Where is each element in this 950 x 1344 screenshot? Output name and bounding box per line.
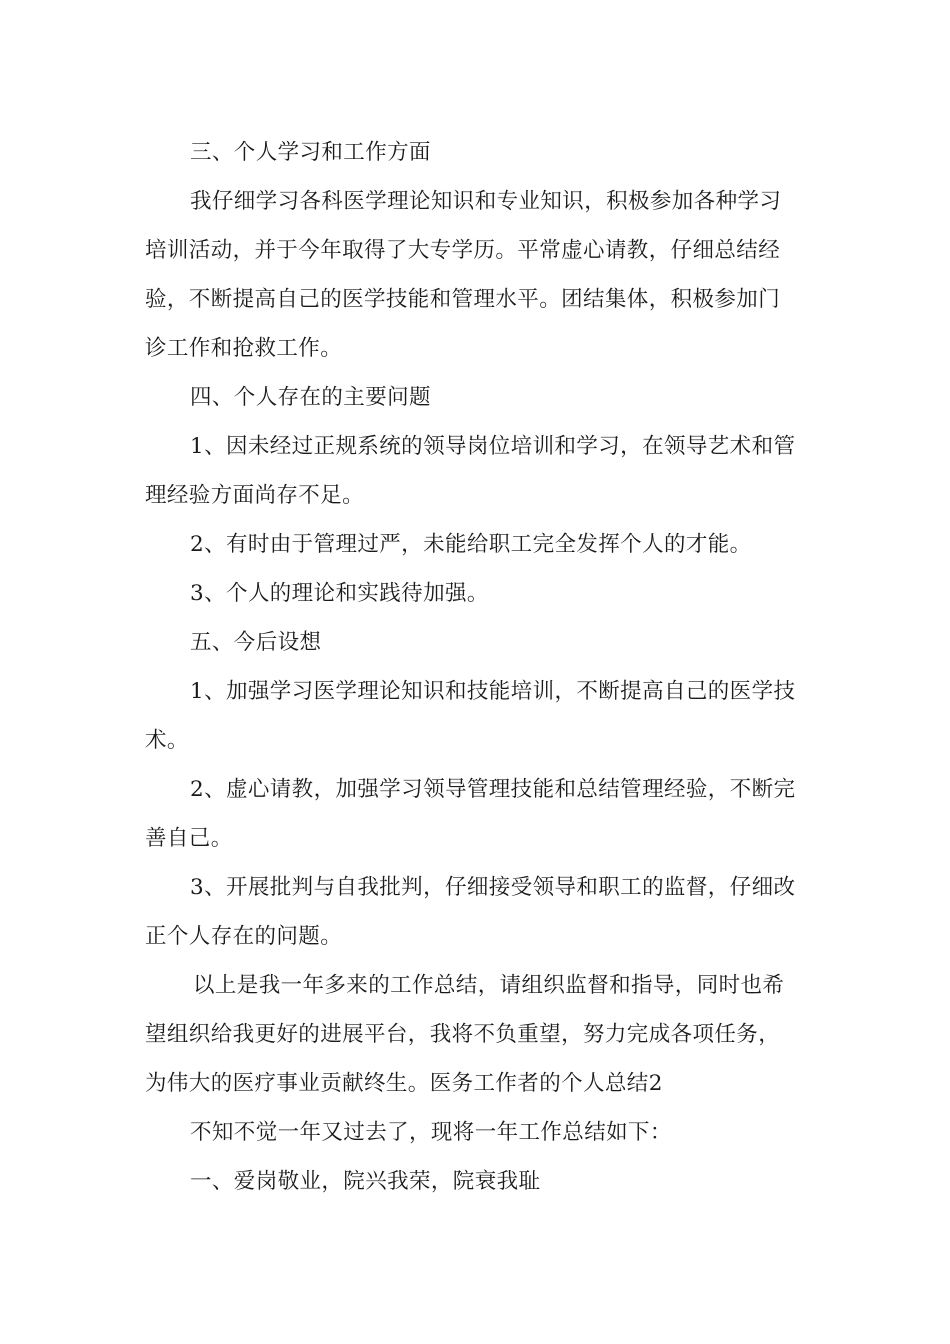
text-line: 望组织给我更好的进展平台，我将不负重望，努力完成各项任务，	[145, 1022, 781, 1047]
summary-2-heading-1	[145, 1157, 810, 1206]
plan-item-1	[145, 667, 810, 765]
text-line: 善自己。	[145, 826, 233, 851]
text-line: 为伟大的医疗事业贡献终生。医务工作者的个人总结2	[145, 1071, 663, 1096]
text-line: 验，不断提高自己的医学技能和管理水平。团结集体，积极参加门	[145, 287, 781, 312]
summary-2-intro	[145, 1108, 810, 1157]
text-line: 三、个人学习和工作方面	[190, 140, 431, 165]
text-line: 理经验方面尚存不足。	[145, 483, 365, 508]
text-line: 2、有时由于管理过严，未能给职工完全发挥个人的才能。	[190, 532, 752, 557]
text-line: 四、个人存在的主要问题	[190, 385, 431, 410]
problem-item-1	[145, 422, 810, 520]
text-line: 以上是我一年多来的工作总结，请组织监督和指导，同时也希	[193, 973, 785, 998]
problem-item-3	[145, 569, 810, 618]
text-line: 不知不觉一年又过去了，现将一年工作总结如下：	[190, 1120, 672, 1145]
text-line: 3、开展批判与自我批判，仔细接受领导和职工的监督，仔细改	[190, 875, 796, 900]
problem-item-2	[145, 520, 810, 569]
text-line: 培训活动，并于今年取得了大专学历。平常虚心请教，仔细总结经	[145, 238, 781, 263]
plan-item-3	[145, 863, 810, 961]
paragraph-study	[145, 177, 810, 373]
text-line: 2、虚心请教，加强学习领导管理技能和总结管理经验，不断完	[190, 777, 796, 802]
text-line: 诊工作和抢救工作。	[145, 336, 343, 361]
text-line: 一、爱岗敬业，院兴我荣，院衰我耻	[190, 1169, 541, 1194]
text-line: 1、加强学习医学理论知识和技能培训，不断提高自己的医学技	[190, 679, 796, 704]
closing-paragraph	[145, 961, 810, 1108]
section-heading-4	[145, 373, 810, 422]
text-line: 术。	[145, 728, 189, 753]
section-heading-3	[145, 128, 810, 177]
text-line: 3、个人的理论和实践待加强。	[190, 581, 489, 606]
text-line: 我仔细学习各科医学理论知识和专业知识，积极参加各种学习	[190, 189, 782, 214]
document-page	[145, 128, 810, 1206]
text-line: 正个人存在的问题。	[145, 924, 343, 949]
plan-item-2	[145, 765, 810, 863]
text-line: 五、今后设想	[190, 630, 322, 655]
text-line: 1、因未经过正规系统的领导岗位培训和学习，在领导艺术和管	[190, 434, 796, 459]
section-heading-5	[145, 618, 810, 667]
